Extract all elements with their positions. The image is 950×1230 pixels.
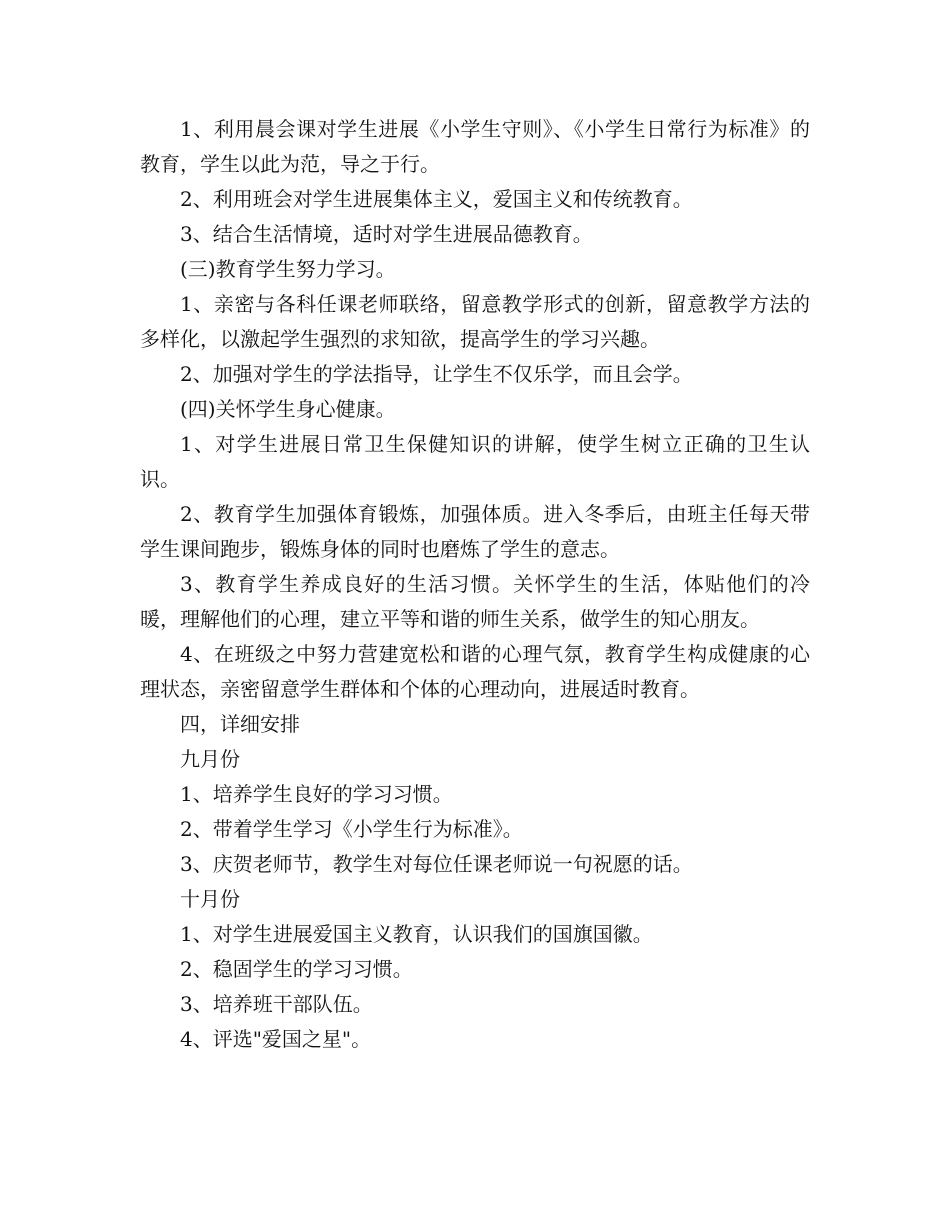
paragraph-study-method: 2、加强对学生的学法指导，让学生不仅乐学，而且会学。 — [180, 362, 693, 386]
paragraph-october-item-4: 4、评选"爱国之星"。 — [180, 1027, 372, 1051]
document-body — [140, 112, 810, 1057]
paragraph-teacher-contact: 1、亲密与各科任课老师联络，留意教学形式的创新，留意教学方法的多样化，以激起学生强烈的求知欲，提高学生的学习兴趣。 — [140, 292, 810, 351]
paragraph-psychological-climate: 4、在班级之中努力营建宽松和谐的心理气氛，教育学生构成健康的心理状态，亲密留意学生群体和个体的心理动向，进展适时教育。 — [140, 642, 810, 701]
paragraph-moral-education: 3、结合生活情境，适时对学生进展品德教育。 — [180, 222, 593, 246]
paragraph-physical-exercise: 2、教育学生加强体育锻炼，加强体质。进入冬季后，由班主任每天带学生课间跑步，锻炼身体的同时也磨炼了学生的意志。 — [140, 502, 810, 561]
paragraph-october-item-3: 3、培养班干部队伍。 — [180, 992, 373, 1016]
section-heading-health: (四)关怀学生身心健康。 — [180, 397, 396, 421]
section-heading-study: (三)教育学生努力学习。 — [180, 257, 396, 281]
paragraph-september-item-2: 2、带着学生学习《小学生行为标准》。 — [180, 817, 523, 841]
paragraph-hygiene-knowledge: 1、对学生进展日常卫生保健知识的讲解，使学生树立正确的卫生认识。 — [140, 432, 810, 491]
paragraph-september-item-3: 3、庆贺老师节，教学生对每位任课老师说一句祝愿的话。 — [180, 852, 693, 876]
section-heading-schedule: 四，详细安排 — [180, 712, 300, 736]
paragraph-morning-meeting-rules: 1、利用晨会课对学生进展《小学生守则》、《小学生日常行为标准》的教育，学生以此为范，导之于行。 — [140, 117, 810, 176]
paragraph-class-meeting-education: 2、利用班会对学生进展集体主义，爱国主义和传统教育。 — [180, 187, 693, 211]
month-heading-september: 九月份 — [180, 747, 240, 771]
paragraph-living-habits: 3、教育学生养成良好的生活习惯。关怀学生的生活，体贴他们的冷暖，理解他们的心理，建立平等和谐的师生关系，做学生的知心朋友。 — [140, 572, 810, 631]
paragraph-october-item-2: 2、稳固学生的学习习惯。 — [180, 957, 413, 981]
paragraph-october-item-1: 1、对学生进展爱国主义教育，认识我们的国旗国徽。 — [180, 922, 653, 946]
month-heading-october: 十月份 — [180, 887, 240, 911]
paragraph-september-item-1: 1、培养学生良好的学习习惯。 — [180, 782, 453, 806]
